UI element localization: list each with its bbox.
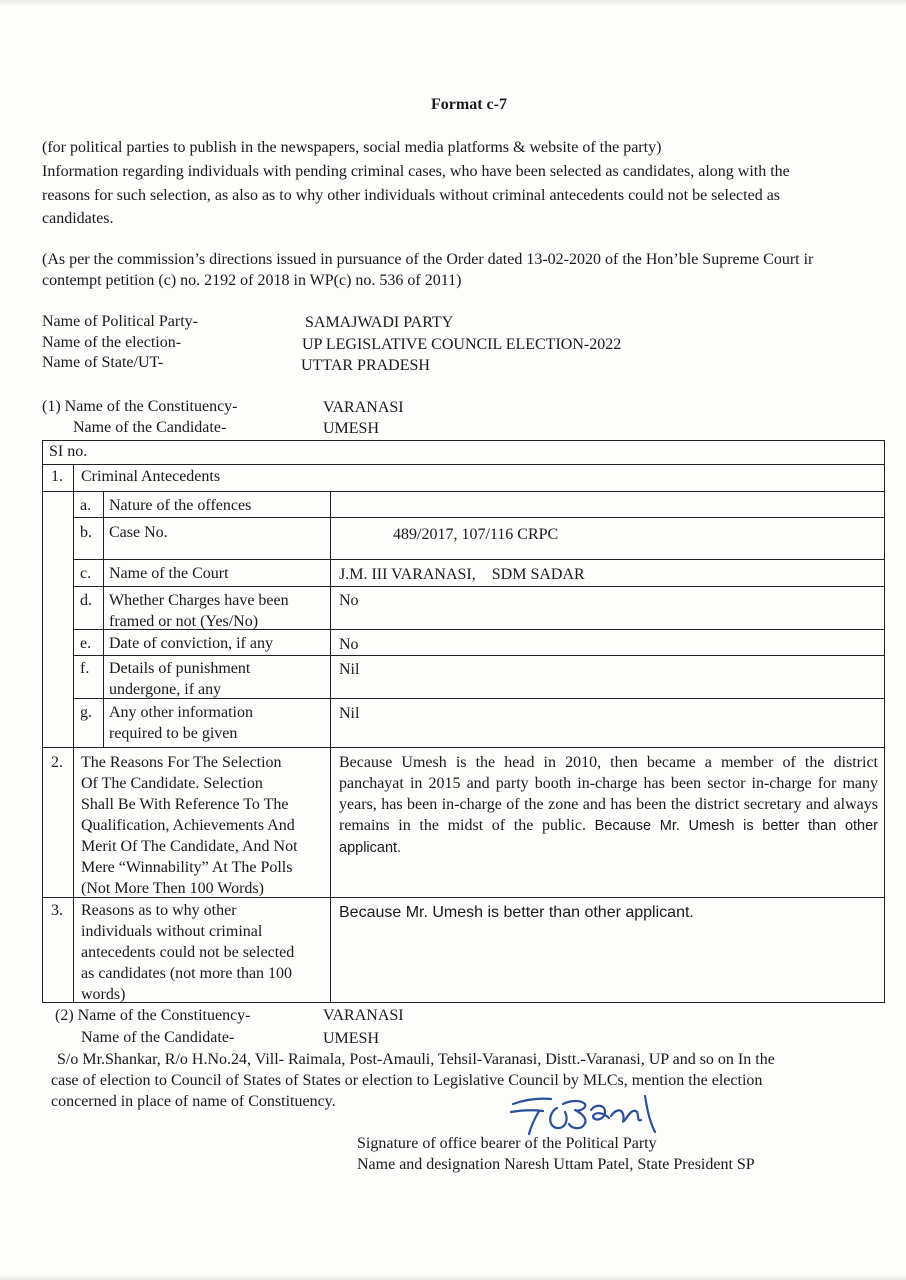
sub-letter: d. — [80, 592, 92, 609]
sub-label: Details of punishment — [109, 660, 251, 677]
sub-letter: b. — [80, 524, 92, 541]
col-divider — [103, 491, 104, 747]
state-label: Name of State/UT- — [42, 354, 164, 371]
row-divider — [73, 559, 884, 560]
sub-letter: g. — [80, 704, 92, 721]
col-divider — [73, 464, 74, 1002]
sub-letter: a. — [80, 497, 92, 514]
row-3-number: 3. — [51, 902, 63, 919]
selection-reason-text-sans: Because Mr. — [594, 818, 680, 834]
election-label: Name of the election- — [42, 334, 182, 351]
sub-letter: c. — [80, 565, 92, 582]
row-3-label-line: individuals without criminal — [81, 923, 263, 940]
row-divider — [73, 586, 884, 587]
sub-label: Any other information — [109, 704, 253, 721]
row-2-label-line: Merit Of The Candidate, And Not — [81, 838, 298, 855]
row-2-number: 2. — [51, 754, 63, 771]
candidate-2-label: Name of the Candidate- — [81, 1029, 235, 1046]
page-top-edge — [0, 0, 906, 6]
row-divider — [43, 491, 884, 492]
row-divider — [73, 655, 884, 656]
sub-label-line-2: undergone, if any — [109, 681, 222, 698]
constituency-1-value: VARANASI — [323, 399, 404, 416]
address-line-3: concerned in place of name of Constituency. — [51, 1093, 336, 1110]
election-value: UP LEGISLATIVE COUNCIL ELECTION-2022 — [302, 336, 622, 353]
address-line-2: case of election to Council of States of States or election to Legislative Council by MLCs, mention the election — [51, 1072, 763, 1089]
row-3-label-line: as candidates (not more than 100 — [81, 965, 293, 982]
court-name-value: J.M. III VARANASI, SDM SADAR — [339, 566, 585, 583]
punishment-value: Nil — [339, 661, 360, 678]
sl-header: SI no. — [49, 443, 88, 460]
sub-label-line-2: required to be given — [109, 725, 238, 742]
intro-line-2: Information regarding individuals with pending criminal cases, who have been selected as candidates, along with the — [42, 163, 790, 180]
sub-letter: e. — [80, 635, 92, 652]
other-individuals-reason-value: Because Mr. Umesh is better than other applicant. — [339, 904, 694, 921]
constituency-2-label: (2) Name of the Constituency- — [55, 1007, 251, 1024]
row-2-label-line: (Not More Then 100 Words) — [81, 880, 264, 897]
conviction-date-value: No — [339, 636, 359, 653]
case-number-value: 489/2017, 107/116 CRPC — [393, 526, 559, 543]
row-3-label-line: words) — [81, 986, 126, 1003]
address-line-1: S/o Mr.Shankar, R/o H.No.24, Vill- Raimala, Post-Amauli, Tehsil-Varanasi, Distt.-Varanasi, UP and so on In the — [57, 1051, 775, 1068]
page-bottom-edge — [0, 1274, 906, 1280]
sub-label: Date of conviction, if any — [109, 635, 273, 652]
sub-label: Case No. — [109, 524, 168, 541]
row-1-number: 1. — [51, 468, 63, 485]
candidate-2-value: UMESH — [323, 1030, 380, 1047]
intro-line-1: (for political parties to publish in the newspapers, social media platforms & website of the party) — [42, 139, 662, 156]
row-2-label-line: Qualification, Achievements And — [81, 817, 295, 834]
selection-reason-value — [339, 752, 878, 859]
sub-label: Whether Charges have been — [109, 592, 289, 609]
sub-letter: f. — [80, 660, 90, 677]
sub-label: Name of the Court — [109, 565, 229, 582]
other-information-value: Nil — [339, 705, 360, 722]
candidate-1-label: Name of the Candidate- — [73, 419, 227, 436]
selection-reason-text: Because Umesh is the head in 2010, then became a member of the district panchayat in 2015 and party booth in-charge has been sector in-charge for many years, has been in-charge of the zone and has been the district secretary and always remains in the midst of the public. — [339, 754, 878, 834]
row-divider — [43, 747, 884, 748]
row-divider — [43, 464, 884, 465]
intro-line-4: candidates. — [42, 210, 114, 227]
charges-framed-value: No — [339, 592, 359, 609]
directions-line-1: (As per the commission’s directions issued in pursuance of the Order dated 13-02-2020 of the Hon’ble Supreme Court ir — [42, 251, 814, 268]
signature-line-1: Signature of office bearer of the Political Party — [357, 1135, 657, 1152]
directions-line-2: contempt petition (c) no. 2192 of 2018 in WP(c) no. 536 of 2011) — [42, 272, 462, 289]
party-value: SAMAJWADI PARTY — [305, 314, 454, 331]
row-3-label-line: antecedents could not be selected — [81, 944, 295, 961]
col-divider — [330, 491, 331, 1002]
row-2-label-line: Of The Candidate. Selection — [81, 775, 263, 792]
page-title: Format c-7 — [431, 96, 507, 113]
row-3-label-line: Reasons as to why other — [81, 902, 237, 919]
intro-line-3: reasons for such selection, as also as to why other individuals without criminal antecedents could not be selected as — [42, 187, 781, 204]
sub-label: Nature of the offences — [109, 497, 252, 514]
row-1-title: Criminal Antecedents — [81, 468, 221, 485]
sub-label-line-2: framed or not (Yes/No) — [109, 613, 259, 630]
criminal-antecedents-table — [42, 440, 885, 1003]
row-divider — [73, 517, 884, 518]
row-2-label-line: Mere “Winnability” At The Polls — [81, 859, 293, 876]
party-label: Name of Political Party- — [42, 313, 198, 330]
row-2-label-line: The Reasons For The Selection — [81, 754, 282, 771]
state-value: UTTAR PRADESH — [301, 357, 430, 374]
constituency-1-label: (1) Name of the Constituency- — [42, 398, 238, 415]
constituency-2-value: VARANASI — [323, 1007, 404, 1024]
row-2-label-line: Shall Be With Reference To The — [81, 796, 289, 813]
candidate-1-value: UMESH — [323, 420, 380, 437]
selection-reason-text-sans-end: Umesh is better than other applicant. — [339, 818, 879, 856]
signature-line-2: Name and designation Naresh Uttam Patel, State President SP — [357, 1156, 755, 1173]
